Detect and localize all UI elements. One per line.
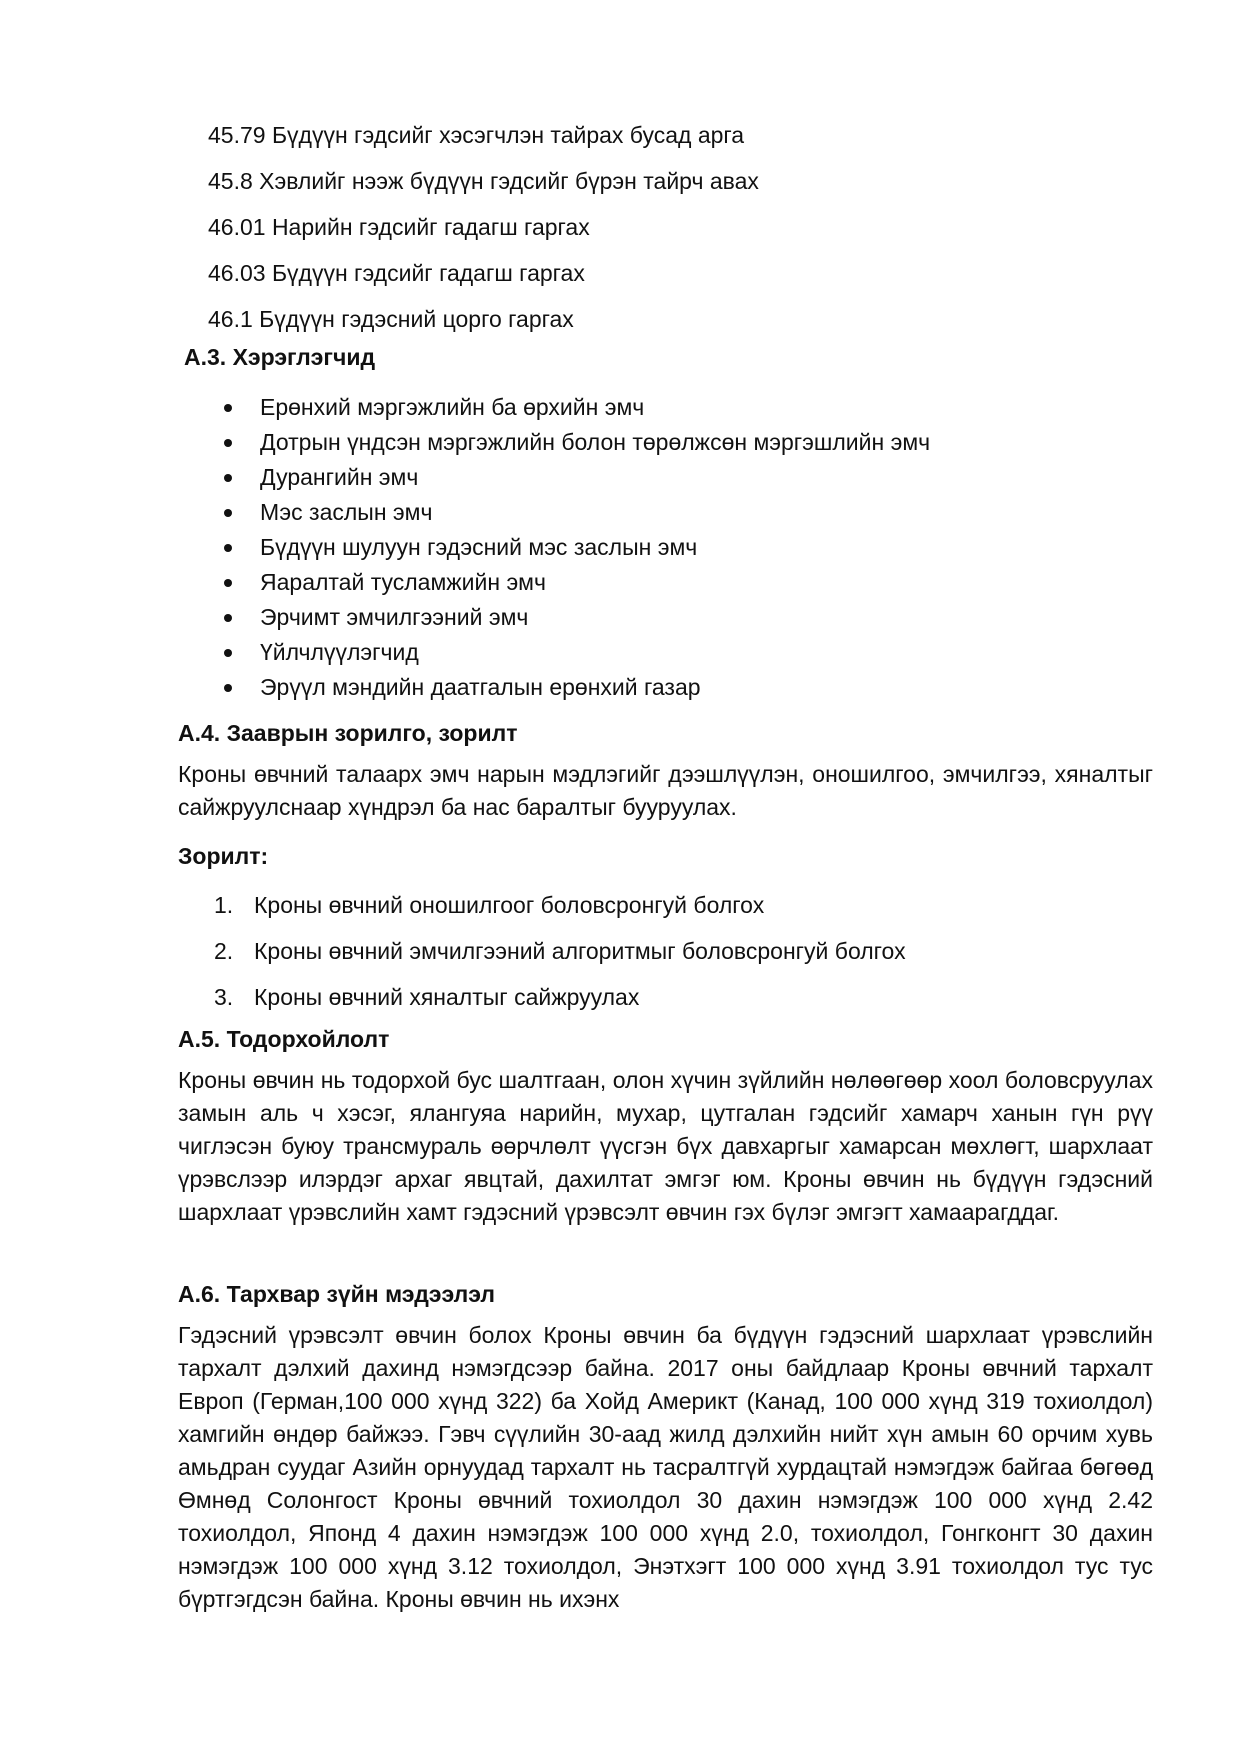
section-a5-paragraph: Кроны өвчин нь тодорхой бус шалтгаан, олон хүчин зүйлийн нөлөөгөөр хоол боловсруулах замын аль ч хэсэг, ялангуяа нарийн, мухар, цутгалан гэдсийг хамарч ханын гүн рүү чиглэсэн буюу трансмураль өөрчлөлт үүсгэн бүх давхаргыг хамарсан мөхлөгт, шархлаат үрэвслээр илэрдэг архаг явцтай, дахилтат эмгэг юм. Кроны өвчин нь бүдүүн гэдэсний шархлаат үрэвслийн хамт гэдэсний үрэвсэлт өвчин гэх бүлэг эмгэгт хамаарагддаг.	[178, 1067, 1153, 1225]
list-item-text: Мэс заслын эмч	[260, 499, 433, 525]
section-a6-paragraph: Гэдэсний үрэвсэлт өвчин болох Кроны өвчин ба бүдүүн гэдэсний шархлаат үрэвслийн тархалт дэлхий дахинд нэмэгдсээр байна. 2017 оны байдлаар Кроны өвчний тархалт Европ (Герман,100 000 хүнд 322) ба Хойд Америкт (Канад, 100 000 хүнд 319 тохиолдол) хамгийн өндөр байжээ. Гэвч сүүлийн 30-аад жилд дэлхийн нийт хүн амын 60 орчим хувь амьдран суудаг Азийн орнуудад тархалт нь тасралтгүй хурдацтай нэмэгдэж байгаа бөгөөд Өмнөд Солонгост Кроны өвчний тохиолдол 30 дахин нэмэгдэж 100 000 хүнд 2.42 тохиолдол, Японд 4 дахин нэмэгдэж 100 000 хүнд 2.0, тохиолдол, Гонгконгт 30 дахин нэмэгдэж 100 000 хүнд 3.12 тохиолдол, Энэтхэгт 100 000 хүнд 3.91 тохиолдол тус тус бүртгэгдсэн байна. Кроны өвчин нь ихэнх	[178, 1322, 1153, 1612]
bullet-icon	[224, 474, 232, 482]
objective-text: Кроны өвчний оношилгоог боловсронгуй болгох	[254, 892, 765, 918]
section-a3-heading: А.3. Хэрэглэгчид	[184, 344, 376, 370]
objective-number: 2.	[214, 938, 234, 964]
procedure-code-item: 45.79 Бүдүүн гэдсийг хэсэгчлэн тайрах бусад арга	[208, 122, 745, 148]
objective-item	[214, 974, 906, 1020]
section-a6-heading: А.6. Тархвар зүйн мэдээлэл	[178, 1281, 495, 1307]
bullet-icon	[224, 404, 232, 412]
objective-item	[214, 928, 906, 974]
list-item	[224, 670, 930, 705]
objective-text: Кроны өвчний эмчилгээний алгоритмыг боловсронгуй болгох	[254, 938, 906, 964]
list-item-text: Дотрын үндсэн мэргэжлийн болон төрөлжсөн мэргэшлийн эмч	[260, 429, 931, 455]
list-item	[224, 530, 930, 565]
list-item-text: Эрчимт эмчилгээний эмч	[260, 604, 529, 630]
section-a4-heading: А.4. Зааврын зорилго, зорилт	[178, 720, 518, 746]
objectives-list	[214, 882, 906, 1020]
list-item	[224, 425, 930, 460]
section-a5-heading: А.5. Тодорхойлолт	[178, 1026, 390, 1052]
list-item-text: Ерөнхий мэргэжлийн ба өрхийн эмч	[260, 394, 645, 420]
list-item-text: Бүдүүн шулуун гэдэсний мэс заслын эмч	[260, 534, 698, 560]
section-a4-paragraph: Кроны өвчний талаарх эмч нарын мэдлэгийг дээшлүүлэн, оношилгоо, эмчилгээ, хяналтыг сайжруулснаар хүндрэл ба нас баралтыг бууруулах.	[178, 761, 1153, 820]
list-item	[224, 460, 930, 495]
list-item-text: Үйлчлүүлэгчид	[260, 639, 419, 665]
objective-item	[214, 882, 906, 928]
objective-number: 3.	[214, 984, 234, 1010]
list-item	[224, 495, 930, 530]
list-item	[224, 600, 930, 635]
bullet-icon	[224, 614, 232, 622]
procedure-code-list	[208, 112, 759, 342]
procedure-code-item: 46.03 Бүдүүн гэдсийг гадагш гаргах	[208, 260, 585, 286]
procedure-code-item: 46.01 Нарийн гэдсийг гадагш гаргах	[208, 214, 590, 240]
list-item-text: Эрүүл мэндийн даатгалын ерөнхий газар	[260, 674, 701, 700]
objectives-subheading: Зорилт:	[178, 843, 269, 869]
bullet-icon	[224, 544, 232, 552]
list-item	[224, 635, 930, 670]
list-item	[224, 390, 930, 425]
procedure-code-item: 45.8 Хэвлийг нээж бүдүүн гэдсийг бүрэн тайрч авах	[208, 168, 759, 194]
bullet-icon	[224, 684, 232, 692]
objective-text: Кроны өвчний хяналтыг сайжруулах	[254, 984, 640, 1010]
bullet-icon	[224, 509, 232, 517]
objective-number: 1.	[214, 892, 234, 918]
list-item	[224, 565, 930, 600]
bullet-icon	[224, 439, 232, 447]
users-bullet-list	[224, 390, 930, 705]
procedure-code-item: 46.1 Бүдүүн гэдэсний цорго гаргах	[208, 306, 574, 332]
list-item-text: Яаралтай тусламжийн эмч	[260, 569, 546, 595]
bullet-icon	[224, 649, 232, 657]
bullet-icon	[224, 579, 232, 587]
list-item-text: Дурангийн эмч	[260, 464, 419, 490]
